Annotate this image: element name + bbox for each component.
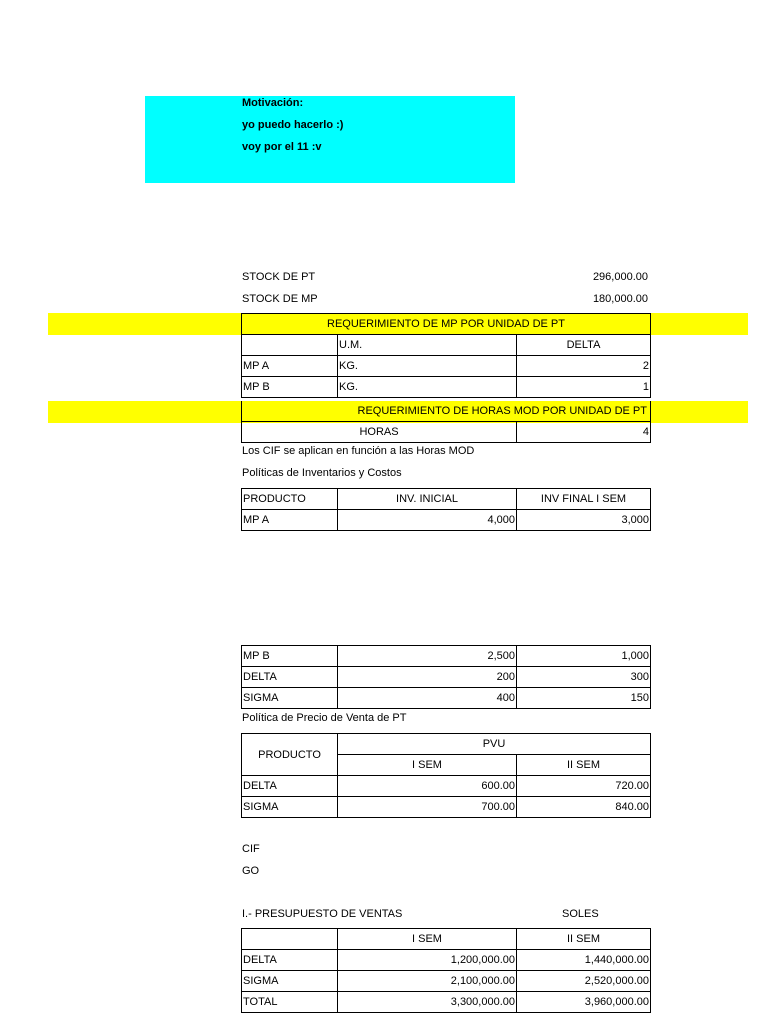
table-cell: DELTA	[242, 667, 338, 688]
inventory-header-row	[242, 489, 651, 510]
table-cell: 2,520,000.00	[517, 971, 651, 992]
motivation-title: Motivación:	[242, 97, 304, 109]
table-row	[242, 356, 651, 377]
table-cell: 2,500	[338, 646, 517, 667]
table-row	[242, 688, 651, 709]
table-cell: MP A	[242, 510, 338, 531]
table-row	[242, 377, 651, 398]
table-cell: DELTA	[242, 776, 338, 797]
cif-note: Los CIF se aplican en función a las Horas MOD	[242, 445, 475, 457]
table-cell: 1,200,000.00	[338, 950, 517, 971]
table-cell: 1	[517, 377, 651, 398]
table-cell: MP B	[242, 377, 338, 398]
req-mp-title-row	[242, 314, 651, 335]
table-cell: DELTA	[242, 950, 338, 971]
table-header-cell: I SEM	[338, 929, 517, 950]
table-cell: KG.	[338, 377, 517, 398]
table-cell: TOTAL	[242, 992, 338, 1013]
sales-header-row	[242, 929, 651, 950]
inventory-table	[241, 488, 651, 531]
table-cell: SIGMA	[242, 688, 338, 709]
stock-mp-label: STOCK DE MP	[242, 293, 318, 305]
table-cell: 300	[517, 667, 651, 688]
inventory-table-continued	[241, 645, 651, 709]
cif-label: CIF	[242, 843, 260, 855]
table-cell: 600.00	[338, 776, 517, 797]
table-header-cell: INV FINAL I SEM	[517, 489, 651, 510]
table-cell: 720.00	[517, 776, 651, 797]
table-row	[242, 776, 651, 797]
table-row-total	[242, 992, 651, 1013]
sales-budget-table	[241, 928, 651, 1013]
req-mp-header-cell: U.M.	[338, 335, 517, 356]
req-mp-header-cell	[242, 335, 338, 356]
table-cell: 4,000	[338, 510, 517, 531]
req-mp-header-row	[242, 335, 651, 356]
table-row	[242, 797, 651, 818]
table-cell: 1,000	[517, 646, 651, 667]
table-cell: 3,960,000.00	[517, 992, 651, 1013]
table-header-cell	[242, 929, 338, 950]
go-label: GO	[242, 865, 260, 877]
table-cell: 400	[338, 688, 517, 709]
table-row	[242, 510, 651, 531]
stock-mp-value: 180,000.00	[592, 293, 648, 305]
sales-budget-currency: SOLES	[562, 908, 599, 920]
req-mp-header-cell: DELTA	[517, 335, 651, 356]
price-header-row	[242, 734, 651, 755]
req-mp-title: REQUERIMIENTO DE MP POR UNIDAD DE PT	[242, 314, 651, 335]
req-mod-unit: HORAS	[242, 422, 517, 443]
table-row	[242, 971, 651, 992]
table-header-cell: PRODUCTO	[242, 489, 338, 510]
sales-budget-title: I.- PRESUPUESTO DE VENTAS	[242, 908, 403, 920]
table-cell: 150	[517, 688, 651, 709]
price-sem1-header: I SEM	[338, 755, 517, 776]
req-mod-value: 4	[517, 422, 651, 443]
table-cell: MP A	[242, 356, 338, 377]
table-row	[242, 950, 651, 971]
price-product-header: PRODUCTO	[242, 734, 338, 776]
table-cell: 2	[517, 356, 651, 377]
table-cell: MP B	[242, 646, 338, 667]
table-cell: 840.00	[517, 797, 651, 818]
motivation-box	[145, 96, 515, 183]
table-cell: KG.	[338, 356, 517, 377]
table-row	[242, 646, 651, 667]
req-mp-table	[241, 313, 651, 398]
table-cell: 700.00	[338, 797, 517, 818]
price-sem2-header: II SEM	[517, 755, 651, 776]
req-mod-table	[241, 401, 651, 443]
table-cell: SIGMA	[242, 971, 338, 992]
price-pvu-header: PVU	[338, 734, 651, 755]
req-mod-title: REQUERIMIENTO DE HORAS MOD POR UNIDAD DE PT	[242, 401, 651, 422]
price-policy-table	[241, 733, 651, 818]
table-cell: SIGMA	[242, 797, 338, 818]
table-row	[242, 422, 651, 443]
table-cell: 3,300,000.00	[338, 992, 517, 1013]
stock-pt-label: STOCK DE PT	[242, 271, 316, 283]
motivation-line-2: yo puedo hacerlo :)	[242, 119, 344, 131]
stock-pt-value: 296,000.00	[592, 271, 648, 283]
table-cell: 3,000	[517, 510, 651, 531]
table-cell: 200	[338, 667, 517, 688]
motivation-line-3: voy por el 11 :v	[242, 141, 322, 153]
table-header-cell: INV. INICIAL	[338, 489, 517, 510]
table-header-cell: II SEM	[517, 929, 651, 950]
price-policy-title: Política de Precio de Venta de PT	[242, 712, 407, 724]
table-row	[242, 667, 651, 688]
req-mod-title-row	[242, 401, 651, 422]
table-cell: 2,100,000.00	[338, 971, 517, 992]
policy-title: Políticas de Inventarios y Costos	[242, 467, 402, 479]
table-cell: 1,440,000.00	[517, 950, 651, 971]
